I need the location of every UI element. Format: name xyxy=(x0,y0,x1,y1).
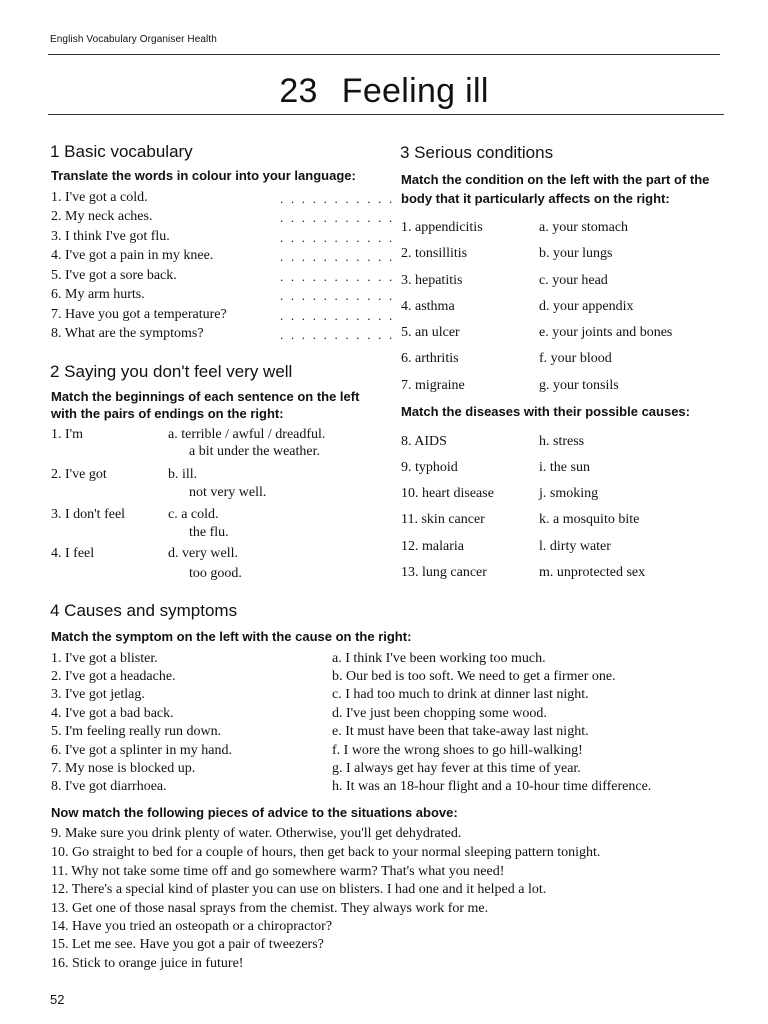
section-2-instruction: with the pairs of endings on the right: xyxy=(51,406,284,421)
disease-item: 8. AIDS xyxy=(401,434,447,449)
condition-item: 4. asthma xyxy=(401,299,455,314)
vocab-item: 3. I think I've got flu. xyxy=(51,229,170,244)
symptom-item: 3. I've got jetlag. xyxy=(51,687,145,702)
unit-number: 23 xyxy=(279,72,318,110)
symptom-item: 5. I'm feeling really run down. xyxy=(51,724,222,739)
answer-dots: . . . . . . . . . . . xyxy=(280,230,395,245)
disease-item: 10. heart disease xyxy=(401,486,494,501)
sentence-beginning: 4. I feel xyxy=(51,546,95,561)
answer-dots: . . . . . . . . . . . xyxy=(280,210,395,225)
answer-dots: . . . . . . . . . . . xyxy=(280,327,395,342)
cause-item: b. Our bed is too soft. We need to get a firmer one. xyxy=(332,669,616,684)
sentence-ending: too good. xyxy=(189,566,242,581)
advice-item: 15. Let me see. Have you got a pair of tweezers? xyxy=(51,937,324,952)
answer-dots: . . . . . . . . . . . xyxy=(280,269,395,284)
answer-dots: . . . . . . . . . . . xyxy=(280,308,395,323)
cause-item: f. I wore the wrong shoes to go hill-walking! xyxy=(332,743,583,758)
symptom-item: 7. My nose is blocked up. xyxy=(51,761,196,776)
section-4-instruction: Match the symptom on the left with the cause on the right: xyxy=(51,629,412,644)
cause-item: j. smoking xyxy=(539,486,599,501)
cause-item: g. I always get hay fever at this time of year. xyxy=(332,761,581,776)
condition-item: 1. appendicitis xyxy=(401,220,483,235)
sentence-beginning: 1. I'm xyxy=(51,427,84,442)
symptom-item: 8. I've got diarrhoea. xyxy=(51,779,167,794)
section-2-heading: 2 Saying you don't feel very well xyxy=(50,362,293,381)
disease-item: 13. lung cancer xyxy=(401,565,487,580)
vocab-item: 2. My neck aches. xyxy=(51,209,153,224)
symptom-item: 2. I've got a headache. xyxy=(51,669,176,684)
disease-item: 11. skin cancer xyxy=(401,512,485,527)
section-3-instruction: body that it particularly affects on the right: xyxy=(401,191,670,206)
sentence-ending: d. very well. xyxy=(168,546,238,561)
section-3-instruction: Match the condition on the left with the part of the xyxy=(401,172,710,187)
cause-item: l. dirty water xyxy=(539,539,611,554)
sentence-ending: b. ill. xyxy=(168,467,198,482)
condition-item: 5. an ulcer xyxy=(401,325,460,340)
cause-item: e. It must have been that take-away last night. xyxy=(332,724,589,739)
advice-item: 9. Make sure you drink plenty of water. Otherwise, you'll get dehydrated. xyxy=(51,826,462,841)
advice-item: 12. There's a special kind of plaster you can use on blisters. I had one and it helped a lot. xyxy=(51,882,547,897)
body-part-item: a. your stomach xyxy=(539,220,629,235)
sentence-ending: the flu. xyxy=(189,525,229,540)
advice-item: 16. Stick to orange juice in future! xyxy=(51,956,244,971)
page-number: 52 xyxy=(50,992,65,1007)
section-4-heading: 4 Causes and symptoms xyxy=(50,601,238,620)
section-4-instruction: Now match the following pieces of advice to the situations above: xyxy=(51,805,458,820)
cause-item: h. It was an 18-hour flight and a 10-hour time difference. xyxy=(332,779,652,794)
sentence-ending: c. a cold. xyxy=(168,507,219,522)
sentence-beginning: 2. I've got xyxy=(51,467,107,482)
cause-item: a. I think I've been working too much. xyxy=(332,651,546,666)
symptom-item: 4. I've got a bad back. xyxy=(51,706,174,721)
body-part-item: d. your appendix xyxy=(539,299,634,314)
cause-item: k. a mosquito bite xyxy=(539,512,640,527)
answer-dots: . . . . . . . . . . . xyxy=(280,191,395,206)
page-title xyxy=(0,72,768,111)
sentence-beginning: 3. I don't feel xyxy=(51,507,126,522)
body-part-item: g. your tonsils xyxy=(539,378,619,393)
cause-item: h. stress xyxy=(539,434,585,449)
cause-item: i. the sun xyxy=(539,460,590,475)
section-3-instruction: Match the diseases with their possible causes: xyxy=(401,404,690,419)
advice-item: 14. Have you tried an osteopath or a chiropractor? xyxy=(51,919,333,934)
symptom-item: 6. I've got a splinter in my hand. xyxy=(51,743,232,758)
condition-item: 6. arthritis xyxy=(401,351,459,366)
cause-item: m. unprotected sex xyxy=(539,565,646,580)
vocab-item: 7. Have you got a temperature? xyxy=(51,307,227,322)
sentence-ending: not very well. xyxy=(189,485,267,500)
vocab-item: 6. My arm hurts. xyxy=(51,287,145,302)
disease-item: 9. typhoid xyxy=(401,460,458,475)
unit-title: Feeling ill xyxy=(341,72,489,110)
running-header: English Vocabulary Organiser Health xyxy=(50,34,217,45)
symptom-item: 1. I've got a blister. xyxy=(51,651,158,666)
section-1-heading: 1 Basic vocabulary xyxy=(50,142,193,161)
vocab-item: 5. I've got a sore back. xyxy=(51,268,177,283)
condition-item: 2. tonsillitis xyxy=(401,246,468,261)
section-2-instruction: Match the beginnings of each sentence on the left xyxy=(51,389,360,404)
answer-dots: . . . . . . . . . . . xyxy=(280,249,395,264)
vocab-item: 1. I've got a cold. xyxy=(51,190,148,205)
condition-item: 7. migraine xyxy=(401,378,465,393)
advice-item: 10. Go straight to bed for a couple of hours, then get back to your normal sleeping pattern tonight. xyxy=(51,845,601,860)
vocab-item: 4. I've got a pain in my knee. xyxy=(51,248,214,263)
section-3-heading: 3 Serious conditions xyxy=(400,143,554,162)
sentence-ending: a. terrible / awful / dreadful. xyxy=(168,427,326,442)
body-part-item: b. your lungs xyxy=(539,246,613,261)
sentence-ending: a bit under the weather. xyxy=(189,444,321,459)
advice-item: 13. Get one of those nasal sprays from the chemist. They always work for me. xyxy=(51,901,489,916)
condition-item: 3. hepatitis xyxy=(401,273,463,288)
cause-item: d. I've just been chopping some wood. xyxy=(332,706,547,721)
disease-item: 12. malaria xyxy=(401,539,464,554)
advice-item: 11. Why not take some time off and go somewhere warm? That's what you need! xyxy=(51,864,505,879)
body-part-item: f. your blood xyxy=(539,351,612,366)
answer-dots: . . . . . . . . . . . xyxy=(280,288,395,303)
header-rule xyxy=(48,54,720,55)
section-1-instruction: Translate the words in colour into your language: xyxy=(51,168,356,183)
body-part-item: c. your head xyxy=(539,273,608,288)
title-rule xyxy=(48,114,724,115)
cause-item: c. I had too much to drink at dinner last night. xyxy=(332,687,589,702)
body-part-item: e. your joints and bones xyxy=(539,325,673,340)
vocab-item: 8. What are the symptoms? xyxy=(51,326,204,341)
